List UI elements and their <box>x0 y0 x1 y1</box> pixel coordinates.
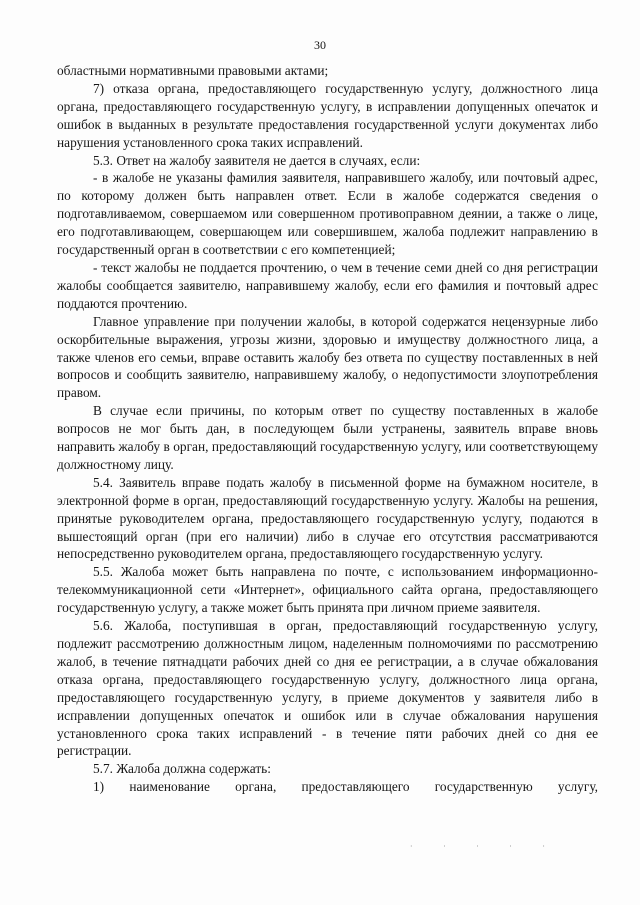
paragraph-5-4: 5.4. Заявитель вправе подать жалобу в письменной форме на бумажном носителе, в электронной форме в орган, предоставляющий государственную услугу. Жалобы на решения, принятые руководителем органа, предоставляющего государственную услугу, подаются в вышестоящий орган (при его наличии) либо в случае его отсутствия рассматриваются непосредственно руководителем органа, предоставляющего государственную услугу. <box>57 474 598 562</box>
page-number: 30 <box>314 38 326 52</box>
paragraph-no-surname: - в жалобе не указаны фамилия заявителя, направившего жалобу, или почтовый адрес, по которому должен быть направлен ответ. Если в жалобе содержатся сведения о подготавливаемом, совершаемом или совершенном противоправном деянии, а также о лице, его подготавливающем, совершающем или совершившем, жалоба подлежит направлению в государственный орган в соответствии с его компетенцией; <box>57 170 598 258</box>
paragraph-5-6: 5.6. Жалоба, поступившая в орган, предоставляющий государственную услугу, подлежит рассмотрению должностным лицом, наделенным полномочиями по рассмотрению жалоб, в течение пятнадцати рабочих дней со дня ее регистрации, а в случае обжалования отказа органа, предоставляющего государственную услугу, должностного лица органа, предоставляющего государственную услугу, в приеме документов у заявителя либо в исправлении допущенных опечаток и ошибок или в случае обжалования нарушения установленного срока таких исправлений - в течение пяти рабочих дней со дня ее регистрации. <box>57 618 598 759</box>
paragraph-item-7: 7) отказа органа, предоставляющего государственную услугу, должностного лица органа, предоставляющего государственную услугу, в исправлении допущенных опечаток и ошибок в выданных в результате предоставления государственной услуги документах либо нарушения установленного срока таких исправлений. <box>57 80 598 150</box>
paragraph-5-5: 5.5. Жалоба может быть направлена по почте, с использованием информационно-телекоммуникационной сети «Интернет», официального сайта органа, предоставляющего государственную услугу, а также может быть принята при личном приеме заявителя. <box>57 564 598 616</box>
paragraph-offensive: Главное управление при получении жалобы, в которой содержатся нецензурные либо оскорбительные выражения, угрозы жизни, здоровью и имуществу должностного лица, а также членов его семьи, вправе оставить жалобу без ответа по существу поставленных в ней вопросов и сообщить заявителю, направившему жалобу, о недопустимости злоупотребления правом. <box>57 313 598 401</box>
document-body <box>57 62 598 796</box>
scan-artifact-dots: · · · · · <box>410 842 559 851</box>
paragraph-5-3: 5.3. Ответ на жалобу заявителя не дается в случаях, если: <box>93 152 421 168</box>
paragraph-continuation: областными нормативными правовыми актами; <box>57 63 329 78</box>
paragraph-5-7: 5.7. Жалоба должна содержать: <box>93 761 271 777</box>
paragraph-resubmit: В случае если причины, по которым ответ по существу поставленных в жалобе вопросов не мог быть дан, в последующем были устранены, заявитель вправе вновь направить жалобу в орган, предоставляющий государственную услугу, или соответствующему должностному лицу. <box>57 403 598 472</box>
paragraph-unreadable: - текст жалобы не поддается прочтению, о чем в течение семи дней со дня регистрации жалобы сообщается заявителю, направившему жалобу, если его фамилия и почтовый адрес поддаются прочтению. <box>57 259 598 311</box>
paragraph-item-1: 1) наименование органа, предоставляющего государственную услугу, <box>93 779 598 795</box>
